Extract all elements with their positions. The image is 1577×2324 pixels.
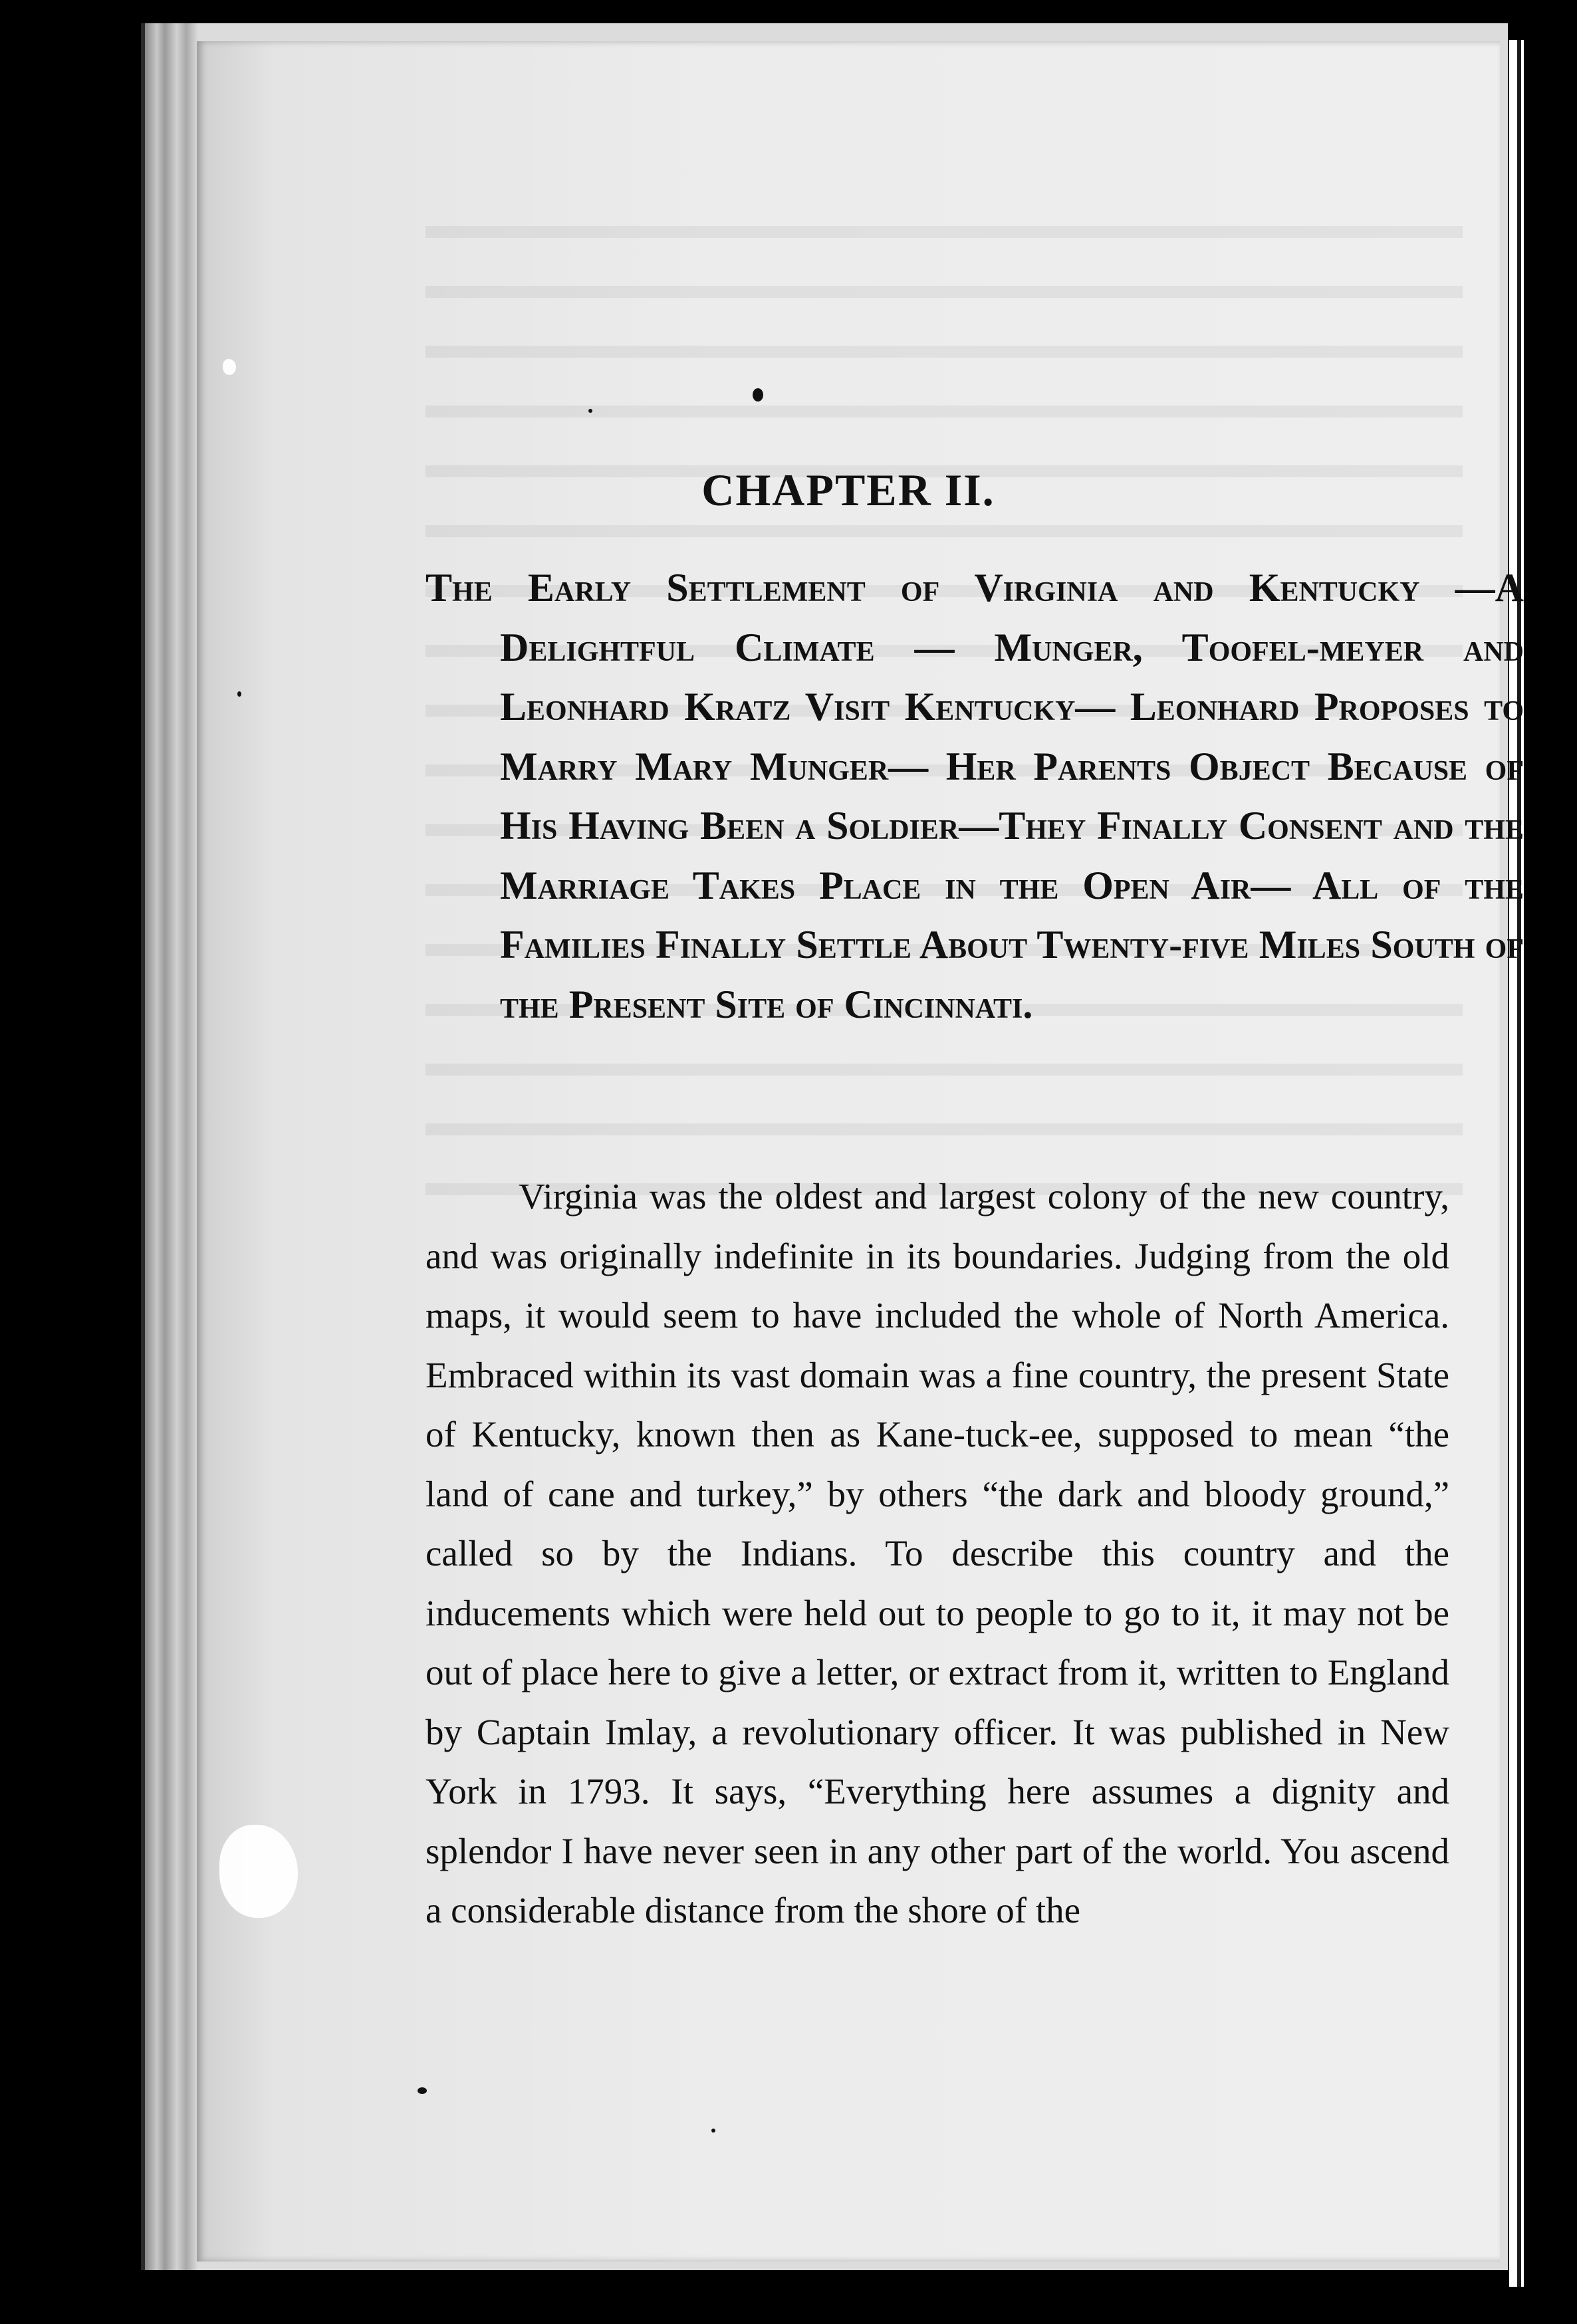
paper-blemish (223, 359, 236, 375)
ink-speck (418, 2087, 427, 2094)
ink-speck (588, 409, 592, 413)
right-margin-edge (1509, 40, 1524, 2287)
paper-blemish (219, 1825, 298, 1918)
chapter-title: CHAPTER II. (701, 465, 995, 515)
ink-speck (711, 2129, 715, 2133)
right-margin-rule (1517, 40, 1521, 2287)
chapter-synopsis: The Early Settlement of Virginia and Kentucky —A Delightful Climate — Munger, Toofel-meyer and Leonhard Kratz Visit Kentucky— Leonhard Proposes to Marry Mary Munger— Her Parents Object Because of His Having Been a Soldier—They Finally Consent and the Marriage Takes Place in the Open Air— All of the Families Finally Settle About Twenty-five Miles South of the Present Site of Cincinnati. (425, 566, 1524, 1026)
ink-speck (237, 691, 241, 697)
body-paragraph: Virginia was the oldest and largest colony of the new country, and was originally indefinite in its boundaries. Judging from the old maps, it would seem to have included the whole of North America. Embraced within its vast domain was a fine country, the present State of Kentucky, known then as Kane-tuck-ee, supposed to mean “the land of cane and turkey,” by others “the dark and bloody ground,” called so by the Indians. To describe this country and the inducements which were held out to people to go to it, it may not be out of place here to give a letter, or extract from it, written to England by Captain Imlay, a revolutionary officer. It was published in New York in 1793. It says, “Everything here assumes a dignity and splendor I have never seen in any other part of the world. You ascend a considerable distance from the shore of the (425, 1176, 1449, 1930)
ink-speck (753, 388, 763, 402)
